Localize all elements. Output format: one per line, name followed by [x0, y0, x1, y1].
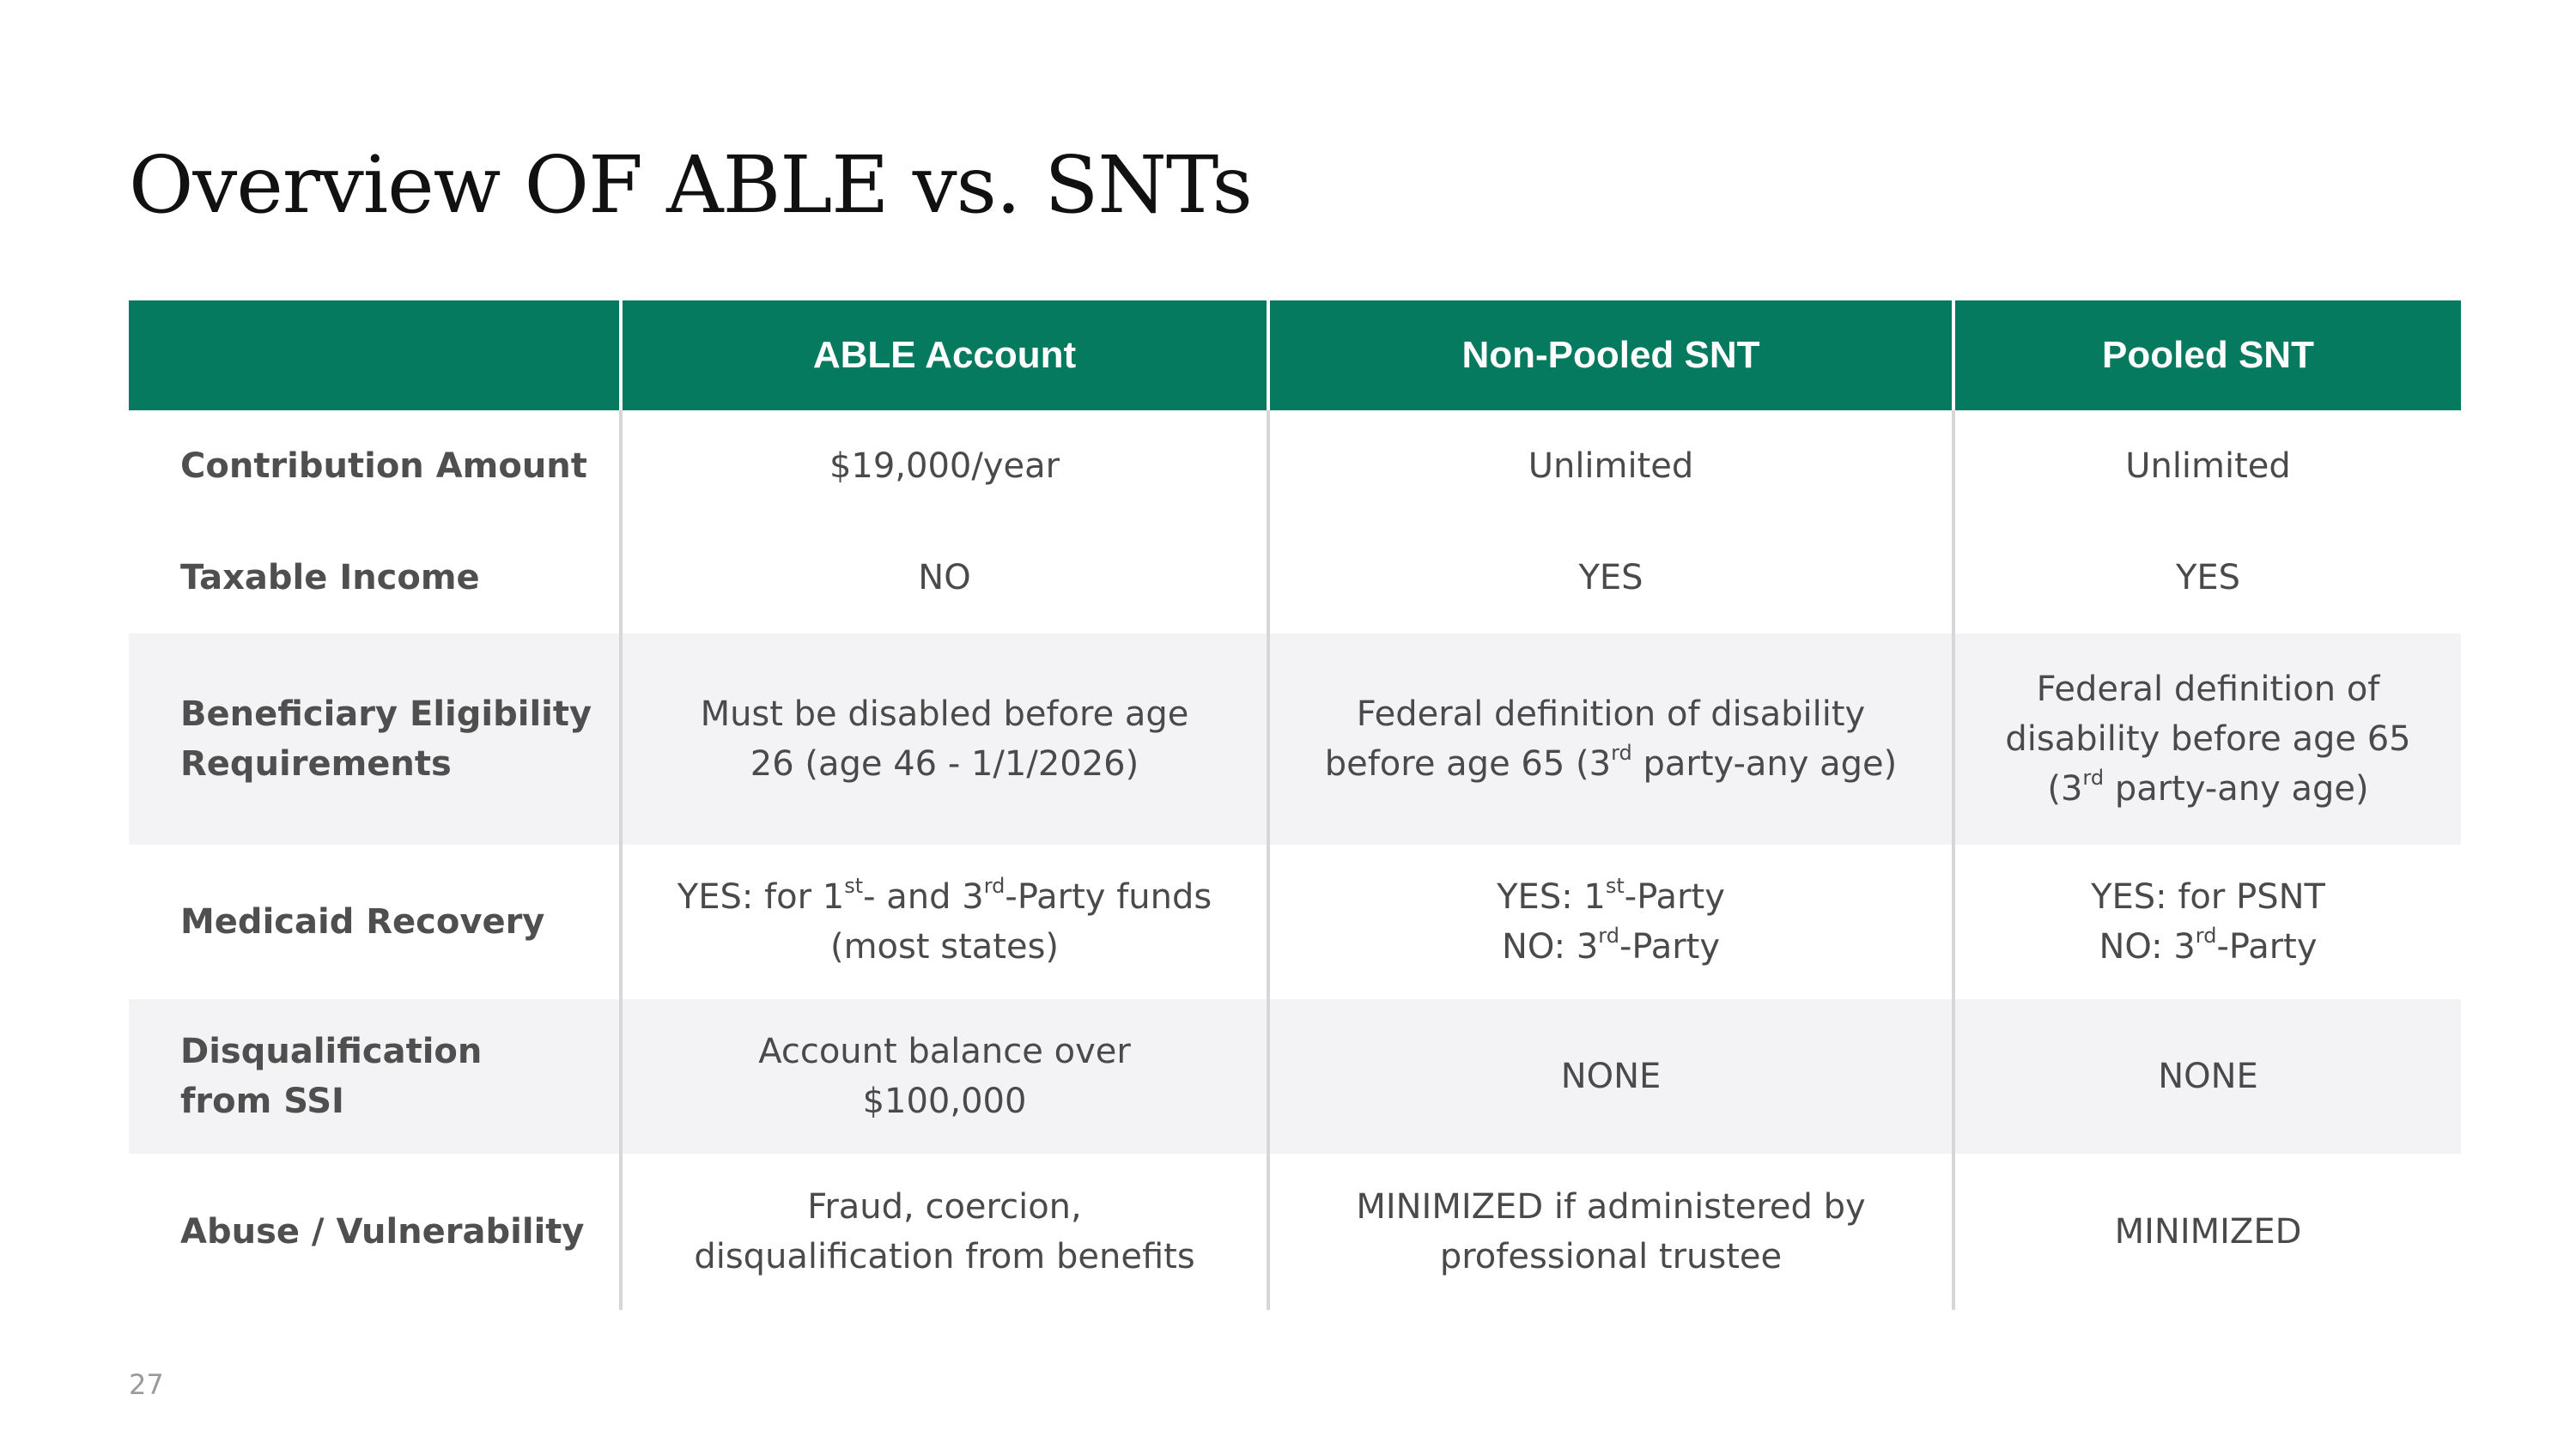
cell-text-line: MINIMIZED if administered by [1356, 1187, 1866, 1227]
text-fragment: party-any age) [2104, 769, 2369, 809]
text-fragment: before age 65 (3 [1324, 744, 1612, 784]
row-label-disqualification [129, 999, 621, 1154]
table-row-contribution [129, 410, 2461, 522]
slide-title: Overview OF ABLE vs. SNTs [129, 139, 1252, 231]
cell-able-disqualification [621, 999, 1268, 1154]
cell-pooled-contribution: Unlimited [1953, 410, 2461, 522]
cell-able-eligibility [621, 634, 1268, 845]
cell-nonpooled-taxable: YES [1268, 522, 1953, 634]
text-fragment: NO: 3 [2099, 927, 2196, 967]
table-header-row [129, 300, 2461, 410]
ordinal-suffix: rd [2195, 923, 2217, 948]
cell-pooled-taxable: YES [1953, 522, 2461, 634]
cell-nonpooled-contribution: Unlimited [1268, 410, 1953, 522]
cell-text-line [1976, 922, 2440, 972]
header-empty-cell [129, 300, 621, 410]
cell-text-line [1291, 872, 1931, 922]
table-row-medicaid [129, 845, 2461, 999]
ordinal-suffix: rd [1598, 923, 1619, 948]
table-row-taxable [129, 522, 2461, 634]
text-fragment: -Party funds [1005, 877, 1212, 917]
cell-text-line [1291, 739, 1931, 789]
page-number: 27 [129, 1368, 164, 1401]
cell-able-contribution: $19,000/year [621, 410, 1268, 522]
cell-text-line [1976, 764, 2440, 814]
row-label-contribution: Contribution Amount [180, 446, 587, 486]
header-pooled-snt: Pooled SNT [1953, 300, 2461, 410]
text-fragment: NO: 3 [1501, 927, 1599, 967]
cell-text-line: 26 (age 46 - 1/1/2026) [750, 744, 1139, 784]
text-fragment: -Party [1619, 927, 1721, 967]
row-label-disqualification-line-2: from SSI [180, 1082, 344, 1121]
cell-text-line: Account balance over [758, 1032, 1131, 1071]
cell-text-line: $100,000 [862, 1082, 1027, 1121]
text-fragment: -Party [2216, 927, 2318, 967]
cell-text-line [1291, 922, 1931, 972]
cell-pooled-eligibility [1953, 634, 2461, 845]
cell-nonpooled-abuse [1268, 1154, 1953, 1310]
header-non-pooled-snt: Non-Pooled SNT [1268, 300, 1953, 410]
cell-able-taxable: NO [621, 522, 1268, 634]
ordinal-suffix: rd [2082, 765, 2105, 790]
row-label-disqualification-line-1: Disqualification [180, 1032, 483, 1071]
ordinal-suffix: st [844, 873, 864, 898]
ordinal-suffix: rd [1611, 740, 1632, 765]
text-fragment: -Party [1624, 877, 1725, 917]
row-label-medicaid: Medicaid Recovery [180, 902, 545, 942]
cell-text-line: Federal definition of disability [1356, 694, 1866, 734]
cell-text-line: Fraud, coercion, [807, 1187, 1082, 1227]
row-label-eligibility-line-2: Requirements [180, 744, 452, 784]
cell-nonpooled-eligibility [1268, 634, 1953, 845]
text-fragment: - and 3 [863, 877, 984, 917]
cell-text-line: professional trustee [1439, 1237, 1783, 1276]
cell-nonpooled-medicaid [1268, 845, 1953, 999]
ordinal-suffix: st [1605, 873, 1625, 898]
cell-text-line: Must be disabled before age [700, 694, 1189, 734]
row-label-eligibility-line-1: Beneficiary Eligibility [180, 694, 592, 734]
row-label-taxable: Taxable Income [180, 558, 480, 597]
cell-text-line [643, 872, 1246, 922]
ordinal-suffix: rd [983, 873, 1005, 898]
cell-pooled-disqualification: NONE [1953, 999, 2461, 1154]
row-label-abuse: Abuse / Vulnerability [180, 1212, 585, 1252]
header-able-account: ABLE Account [621, 300, 1268, 410]
cell-pooled-medicaid [1953, 845, 2461, 999]
cell-able-medicaid [621, 845, 1268, 999]
cell-text-line: disqualification from benefits [694, 1237, 1195, 1276]
table-row-eligibility [129, 634, 2461, 845]
cell-nonpooled-disqualification: NONE [1268, 999, 1953, 1154]
cell-pooled-abuse: MINIMIZED [1953, 1154, 2461, 1310]
cell-able-abuse [621, 1154, 1268, 1310]
cell-text-line: (most states) [829, 927, 1060, 967]
cell-text-line: Federal definition of [2036, 670, 2380, 709]
text-fragment: YES: 1 [1497, 877, 1606, 917]
text-fragment: YES: for 1 [677, 877, 845, 917]
table-row-disqualification [129, 999, 2461, 1154]
table-row-abuse [129, 1154, 2461, 1310]
text-fragment: (3 [2047, 769, 2083, 809]
text-fragment: party-any age) [1631, 744, 1898, 784]
cell-text-line: YES: for PSNT [2091, 877, 2325, 917]
comparison-table [129, 300, 2461, 1310]
row-label-eligibility [129, 634, 621, 845]
cell-text-line: disability before age 65 [2005, 719, 2411, 759]
